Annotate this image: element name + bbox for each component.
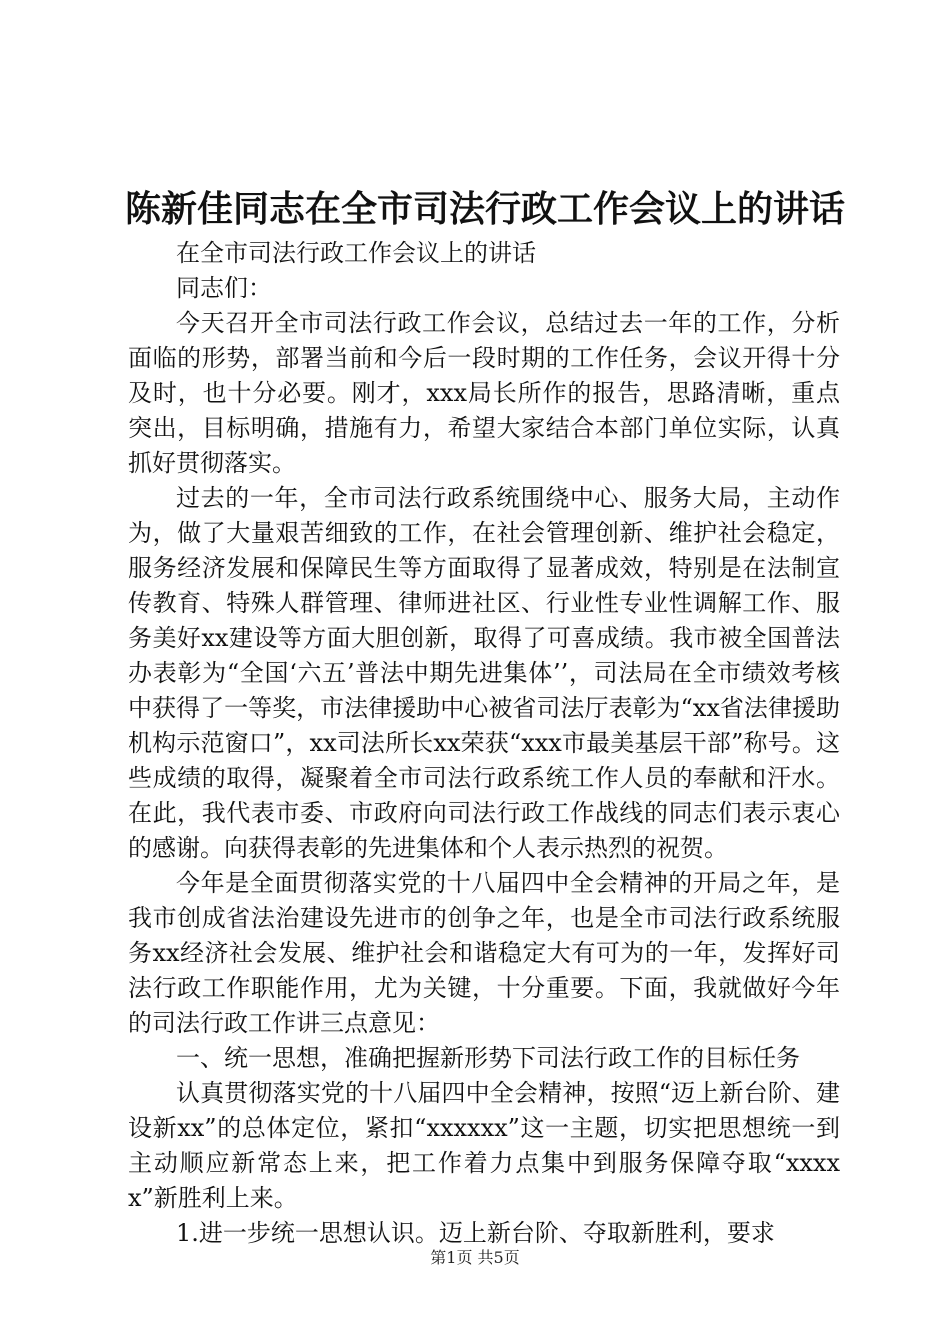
paragraph-salutation: 同志们：	[176, 274, 272, 302]
page-footer: 第1页 共5页	[430, 1248, 520, 1267]
paragraph-3: 今年是全面贯彻落实党的十八届四中全会精神的开局之年，是我市创成省法治建设先进市的创争之年，也是全市司法行政系统服务xx经济社会发展、维护社会和谐稳定大有可为的一年，发挥好司法行政工作职能作用，尤为关键，十分重要。下面，我就做好今年的司法行政工作讲三点意见：	[128, 869, 840, 1037]
document-body	[128, 236, 840, 1251]
paragraph-2: 过去的一年，全市司法行政系统围绕中心、服务大局，主动作为，做了大量艰苦细致的工作，在社会管理创新、维护社会稳定，服务经济发展和保障民生等方面取得了显著成效，特别是在法制宣传教育、特殊人群管理、律师进社区、行业性专业性调解工作、服务美好xx建设等方面大胆创新，取得了可喜成绩。我市被全国普法办表彰为“全国‘六五’普法中期先进集体’’，司法局在全市绩效考核中获得了一等奖，市法律援助中心被省司法厅表彰为“xx省法律援助机构示范窗口”，xx司法所长xx荣获“xxx市最美基层干部”称号。这些成绩的取得，凝聚着全市司法行政系统工作人员的奉献和汗水。在此，我代表市委、市政府向司法行政工作战线的同志们表示衷心的感谢。向获得表彰的先进集体和个人表示热烈的祝贺。	[128, 484, 840, 862]
paragraph-4: 认真贯彻落实党的十八届四中全会精神，按照“迈上新台阶、建设新xx”的总体定位，紧扣“xxxxxx”这一主题，切实把思想统一到主动顺应新常态上来，把工作着力点集中到服务保障夺取“xxxxx”新胜利上来。	[128, 1079, 840, 1212]
paragraph-subtitle: 在全市司法行政工作会议上的讲话	[176, 239, 536, 267]
paragraph-1: 今天召开全市司法行政工作会议，总结过去一年的工作，分析面临的形势，部署当前和今后一段时期的工作任务，会议开得十分及时，也十分必要。刚才，xxx局长所作的报告，思路清晰，重点突出，目标明确，措施有力，希望大家结合本部门单位实际，认真抓好贯彻落实。	[128, 309, 840, 477]
paragraph-5: 1.进一步统一思想认识。迈上新台阶、夺取新胜利，要求	[176, 1219, 775, 1247]
section-heading-1: 一、统一思想，准确把握新形势下司法行政工作的目标任务	[176, 1044, 800, 1072]
document-title: 陈新佳同志在全市司法行政工作会议上的讲话	[125, 188, 846, 230]
